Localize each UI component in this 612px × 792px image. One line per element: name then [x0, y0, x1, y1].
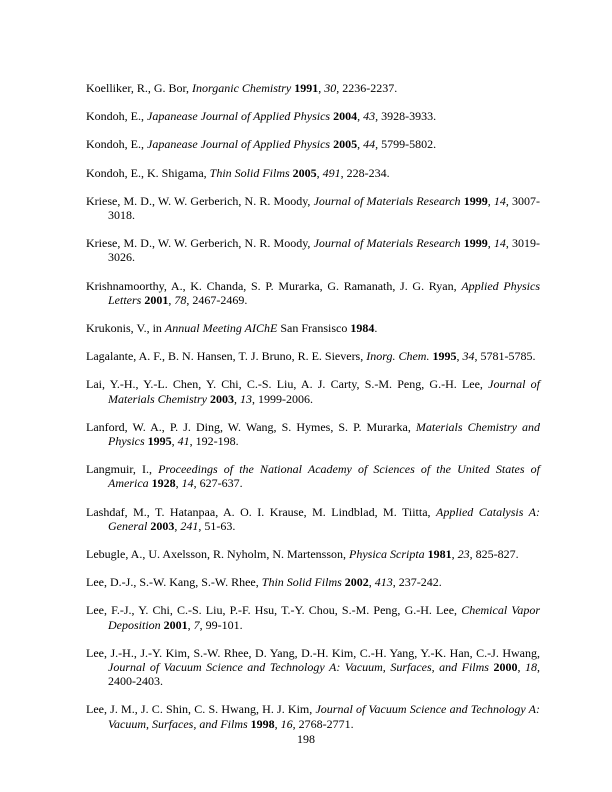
reference-segment: Krishnamoorthy, A., K. Chanda, S. P. Murarka, G. Ramanath, J. G. Ryan, [86, 278, 462, 293]
reference-segment: 14 [493, 236, 506, 251]
reference-segment: 1998 [250, 716, 275, 731]
reference-segment: Japanease Journal of Applied Physics [147, 137, 331, 152]
reference-segment: Thin Solid Films [261, 575, 342, 590]
reference-segment: Proceedings of the National Academy of Sciences of the United States of America [108, 462, 540, 491]
reference-item [86, 194, 540, 222]
reference-segment: Chemical Vapor Deposition [108, 603, 540, 632]
reference-item [86, 349, 540, 363]
reference-segment: , [487, 193, 494, 208]
reference-item [86, 109, 540, 123]
reference-segment: Journal of Materials Research [313, 236, 461, 251]
reference-segment: 14 [181, 476, 194, 491]
reference-segment: 23 [457, 547, 470, 562]
reference-segment: 1981 [427, 547, 452, 562]
reference-segment: 1995 [432, 349, 457, 364]
reference-item [86, 505, 540, 533]
reference-segment: , 2236-2237. [336, 81, 398, 95]
reference-segment: , [357, 137, 364, 152]
reference-segment: Lashdaf, M., T. Hatanpaa, A. O. I. Krause, M. Lindblad, M. Tiitta, [86, 504, 436, 519]
reference-segment: 2005 [292, 165, 317, 180]
reference-segment: , [168, 292, 175, 307]
reference-segment: , [368, 575, 375, 590]
reference-segment: , 1999-2006. [252, 391, 313, 406]
reference-segment: Krukonis, V., in [86, 321, 165, 336]
reference-segment: 78 [174, 292, 187, 307]
reference-segment: , 2467-2469. [186, 292, 248, 307]
reference-item [86, 81, 540, 95]
reference-segment: Kondoh, E., [86, 137, 147, 152]
reference-item [86, 702, 540, 730]
reference-segment: , 2400-2403. [108, 660, 541, 689]
reference-segment: Japanease Journal of Applied Physics [147, 109, 331, 124]
reference-segment: , [517, 660, 526, 675]
reference-segment: , [234, 391, 240, 406]
reference-segment: 2003 [210, 391, 234, 406]
reference-segment: 2001 [144, 292, 169, 307]
reference-segment: 2002 [344, 575, 369, 590]
reference-item [86, 575, 540, 589]
reference-segment: , 51-63. [198, 518, 236, 533]
reference-segment: , [174, 518, 181, 533]
reference-segment: . [374, 321, 378, 336]
reference-segment: , 5799-5802. [375, 137, 437, 152]
reference-segment: 413 [374, 575, 393, 590]
reference-segment: 13 [240, 391, 252, 406]
reference-segment: Inorganic Chemistry [192, 81, 292, 95]
reference-segment: Materials Chemistry and Physics [108, 419, 540, 449]
reference-segment: San Fransisco [277, 321, 351, 336]
reference-segment: , 2768-2771. [292, 716, 354, 731]
reference-segment: 14 [493, 193, 506, 208]
reference-segment: 18 [525, 660, 538, 675]
reference-segment: Lee, D.-J., S.-W. Kang, S.-W. Rhee, [86, 575, 262, 590]
reference-segment: , [175, 476, 182, 491]
reference-item [86, 236, 540, 264]
reference-segment: 491 [322, 165, 341, 180]
reference-segment: Kondoh, E., [86, 109, 147, 124]
reference-segment: 241 [180, 518, 199, 533]
reference-segment: Lee, J. M., J. C. Shin, C. S. Hwang, H. J. Kim, [86, 702, 316, 717]
reference-segment: Lagalante, A. F., B. N. Hansen, T. J. Bruno, R. E. Sievers, [86, 349, 367, 364]
reference-segment: Thin Solid Films [209, 165, 290, 180]
reference-segment: Inorg. Chem. [366, 349, 430, 364]
reference-segment: 30 [324, 81, 337, 95]
reference-segment: 1991 [294, 81, 319, 95]
reference-segment: , 192-198. [189, 434, 239, 449]
reference-segment: , 5781-5785. [474, 349, 536, 364]
reference-item [86, 166, 540, 180]
reference-segment: , [451, 547, 458, 562]
reference-segment: 44 [363, 137, 376, 152]
reference-item [86, 137, 540, 151]
reference-segment: , 3019-3026. [108, 236, 541, 265]
reference-segment: Lee, J.-H., J.-Y. Kim, S.-W. Rhee, D. Yang, D.-H. Kim, C.-H. Yang, Y.-K. Han, C.-J. Hwang, [86, 645, 540, 660]
reference-segment: 1999 [463, 236, 488, 251]
page-number: 198 [297, 732, 315, 746]
reference-segment: , [357, 109, 364, 124]
reference-segment: 43 [363, 109, 376, 124]
reference-segment: Journal of Materials Chemistry [108, 377, 540, 406]
reference-segment: 2004 [333, 109, 358, 124]
reference-item [86, 547, 540, 561]
reference-item [86, 462, 540, 490]
reference-segment: , 99-101. [199, 617, 243, 632]
reference-segment: , 3928-3933. [375, 109, 437, 124]
reference-segment: 2003 [150, 518, 175, 533]
reference-segment: 16 [280, 716, 293, 731]
reference-segment: , 825-827. [469, 547, 519, 562]
reference-segment: Journal of Materials Research [313, 193, 461, 208]
reference-segment: 2000 [493, 660, 518, 675]
reference-segment: Journal of Vacuum Science and Technology A: Vacuum, Surfaces, and Films [108, 660, 489, 675]
reference-item [86, 603, 540, 631]
reference-segment: Kriese, M. D., W. W. Gerberich, N. R. Moody, [86, 236, 314, 251]
reference-segment: Koelliker, R., G. Bor, [86, 81, 193, 95]
reference-segment: , [316, 165, 323, 180]
reference-item [86, 377, 540, 405]
reference-item [86, 646, 540, 689]
reference-segment: 1995 [147, 434, 172, 449]
reference-segment: 2001 [163, 617, 188, 632]
reference-segment: Annual Meeting AIChE [164, 321, 278, 336]
reference-segment: , 228-234. [340, 165, 390, 180]
reference-segment: Lai, Y.-H., Y.-L. Chen, Y. Chi, C.-S. Liu, A. J. Carty, S.-M. Peng, G.-H. Lee, [86, 377, 489, 392]
reference-segment: Applied Catalysis A: General [108, 504, 541, 533]
reference-segment: 1928 [151, 476, 176, 491]
reference-segment: , 627-637. [193, 476, 243, 491]
reference-segment: , [187, 617, 194, 632]
reference-segment: Journal of Vacuum Science and Technology A: Vacuum, Surfaces, and Films [108, 702, 540, 731]
reference-segment: Lebugle, A., U. Axelsson, R. Nyholm, N. Martensson, [86, 547, 349, 562]
reference-segment: , [318, 81, 325, 95]
reference-segment: 1999 [463, 193, 488, 208]
reference-segment: Physica Scripta [349, 547, 425, 562]
reference-segment: Langmuir, I., [86, 462, 159, 477]
reference-segment: Applied Physics Letters [108, 278, 540, 307]
reference-segment: , [487, 236, 494, 251]
references-list [86, 81, 540, 745]
reference-item [86, 420, 540, 448]
reference-segment: 2005 [333, 137, 358, 152]
reference-segment: , 237-242. [392, 575, 442, 590]
reference-segment: , [274, 716, 281, 731]
reference-segment: , [171, 434, 178, 449]
reference-segment: Kriese, M. D., W. W. Gerberich, N. R. Moody, [86, 193, 314, 208]
reference-item [86, 321, 540, 335]
reference-segment: 34 [462, 349, 475, 364]
reference-segment: Kondoh, E., K. Shigama, [86, 165, 210, 180]
reference-segment: 7 [193, 617, 200, 632]
reference-segment: Lee, F.-J., Y. Chi, C.-S. Liu, P.-F. Hsu, T.-Y. Chou, S.-M. Peng, G.-H. Lee, [86, 603, 462, 618]
reference-segment: 41 [177, 434, 190, 449]
reference-segment: , [456, 349, 463, 364]
reference-segment: 1984 [350, 321, 375, 336]
reference-item [86, 279, 540, 307]
reference-segment: Lanford, W. A., P. J. Ding, W. Wang, S. Hymes, S. P. Murarka, [86, 419, 416, 434]
reference-segment: , 3007-3018. [108, 193, 541, 223]
